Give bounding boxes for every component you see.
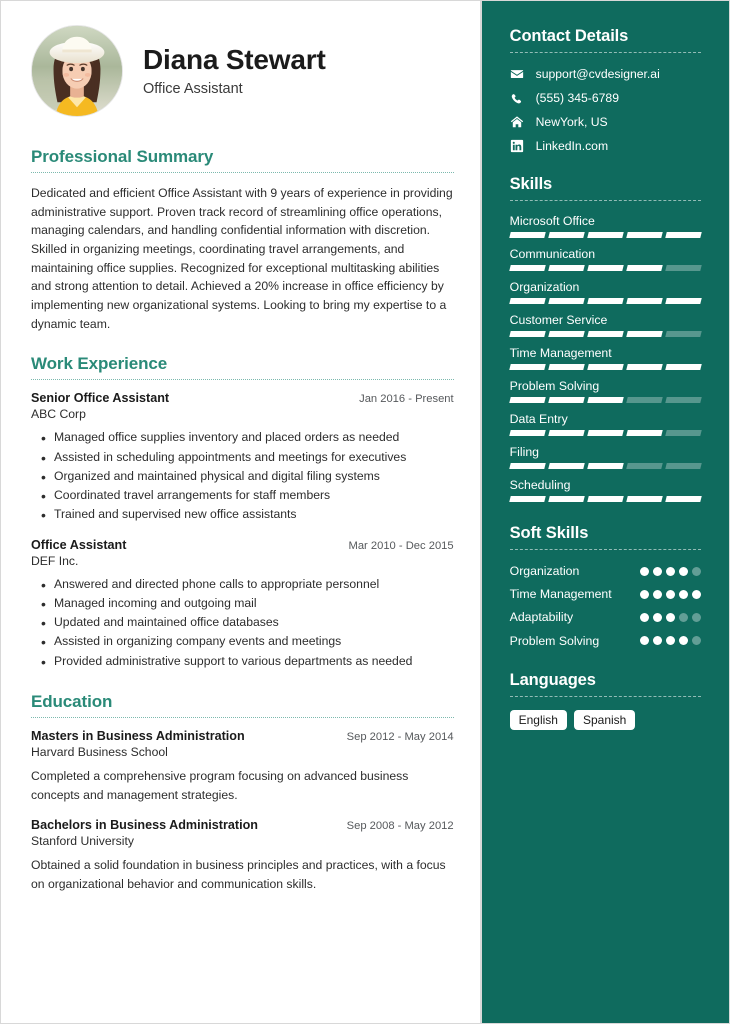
page-title: Diana Stewart xyxy=(143,44,326,76)
home-icon xyxy=(510,114,525,129)
summary-text: Dedicated and efficient Office Assistant with 9 years of experience in providing administrative support. Proven track record of streamlining office operations, managing calendars, and handling confidential information with discretion. Skilled in organizing meetings, coordinating travel arrangements, and maintaining office supplies. Recognized for exceptional multitasking abilities and strong attention to detail. Achieved a 20% increase in office efficiency by implementing new organizational systems. Looking to bring my expertise to a dynamic team. xyxy=(31,186,453,331)
list-item: • Assisted in organizing company events and meetings xyxy=(31,632,454,651)
section-heading: Work Experience xyxy=(31,354,168,374)
education-date: Sep 2008 - May 2012 xyxy=(346,820,454,833)
sidebar-heading: Languages xyxy=(509,670,596,689)
skill-bar-segment xyxy=(587,298,624,304)
skill-label: Customer Service xyxy=(509,313,608,327)
rating-dot xyxy=(640,567,649,576)
experience-job-title: Senior Office Assistant xyxy=(31,391,170,406)
skill-bar-segment xyxy=(548,298,585,304)
skill-bar-segment xyxy=(509,430,546,436)
skill-bar-segment xyxy=(548,397,585,403)
soft-skill-label: Organization xyxy=(509,564,580,578)
list-item: • Answered and directed phone calls to appropriate personnel xyxy=(31,575,454,594)
skill-bar-segment xyxy=(509,331,546,337)
rating-dot xyxy=(653,613,662,622)
sidebar-section-languages xyxy=(510,671,701,730)
experience-entry-header xyxy=(31,538,454,552)
sidebar-divider xyxy=(510,549,701,550)
soft-skills-list xyxy=(510,563,701,649)
contact-location-text: NewYork, US xyxy=(535,114,608,129)
skill-bar-segment xyxy=(587,232,624,238)
rating-dot xyxy=(653,567,662,576)
rating-dot xyxy=(692,636,701,645)
soft-skill-label: Problem Solving xyxy=(509,633,600,648)
skill-label: Organization xyxy=(509,280,580,294)
contact-item-email[interactable] xyxy=(510,66,701,81)
skill-level-bar xyxy=(510,232,701,238)
skill-bar-segment xyxy=(587,430,624,436)
skill-level-bar xyxy=(510,331,701,337)
skill-bar-segment xyxy=(587,265,624,271)
skill-bar-segment xyxy=(587,331,624,337)
skill-bar-segment xyxy=(665,364,702,370)
skill-bar-segment xyxy=(548,265,585,271)
list-item: • Managed office supplies inventory and placed orders as needed xyxy=(31,428,454,447)
education-entry xyxy=(31,818,454,893)
contact-item-linkedin[interactable] xyxy=(510,138,701,153)
section-education xyxy=(31,692,454,894)
skill-bar-segment xyxy=(509,397,546,403)
skill-bar-segment xyxy=(626,265,663,271)
education-entry-header xyxy=(31,729,454,743)
skill-bar-segment xyxy=(626,430,663,436)
experience-company: DEF Inc. xyxy=(31,553,79,568)
skill-bar-segment xyxy=(509,265,546,271)
rating-dot xyxy=(666,567,675,576)
experience-bullet-list xyxy=(31,575,454,671)
section-professional-summary xyxy=(31,147,454,333)
rating-dot xyxy=(666,636,675,645)
sidebar xyxy=(482,1,729,1023)
skill-bar-segment xyxy=(626,496,663,502)
skill-label: Time Management xyxy=(509,346,612,360)
rating-dot xyxy=(692,590,701,599)
sidebar-divider xyxy=(510,200,701,201)
skill-bar-segment xyxy=(626,397,663,403)
contact-item-phone[interactable] xyxy=(510,90,701,105)
list-item: • Coordinated travel arrangements for staff members xyxy=(31,486,454,505)
skill-label: Data Entry xyxy=(509,412,568,426)
skill-bar-segment xyxy=(587,364,624,370)
rating-dot xyxy=(666,590,675,599)
skill-bar-segment xyxy=(548,430,585,436)
resume-header xyxy=(31,25,454,117)
skill-bar-segment xyxy=(626,331,663,337)
contact-email-text: support@cvdesigner.ai xyxy=(535,66,660,81)
list-item: • Managed incoming and outgoing mail xyxy=(31,594,454,613)
rating-dot xyxy=(692,567,701,576)
skill-item xyxy=(510,346,701,370)
rating-dot xyxy=(640,613,649,622)
skill-item xyxy=(510,313,701,337)
skill-bar-segment xyxy=(548,232,585,238)
sidebar-heading: Contact Details xyxy=(509,27,629,45)
skill-level-bar xyxy=(510,397,701,403)
skill-bar-segment xyxy=(587,496,624,502)
rating-dot xyxy=(640,590,649,599)
skill-bar-segment xyxy=(665,232,702,238)
section-divider xyxy=(31,379,454,380)
skill-item xyxy=(510,247,701,271)
education-entry xyxy=(31,729,454,804)
rating-dot xyxy=(679,613,688,622)
section-divider xyxy=(31,717,454,718)
sidebar-section-contact xyxy=(510,27,701,153)
sidebar-heading: Soft Skills xyxy=(509,524,589,542)
skill-level-bar xyxy=(510,265,701,271)
skill-bar-segment xyxy=(587,397,624,403)
skill-label: Filing xyxy=(509,445,540,459)
education-description: Completed a comprehensive program focusing on advanced business concepts and management strategies. xyxy=(31,768,409,802)
skill-item xyxy=(510,478,701,502)
soft-skill-label: Adaptability xyxy=(509,610,574,625)
education-date: Sep 2012 - May 2014 xyxy=(346,730,454,743)
contact-phone-text: (555) 345-6789 xyxy=(535,90,619,105)
language-badge: English xyxy=(510,710,567,730)
linkedin-icon xyxy=(510,138,525,153)
sidebar-section-soft-skills xyxy=(510,524,701,649)
sidebar-divider xyxy=(510,696,701,697)
contact-item-location[interactable] xyxy=(510,114,701,129)
main-column xyxy=(1,1,482,1023)
sidebar-section-skills xyxy=(510,175,701,502)
skill-bar-segment xyxy=(509,463,546,469)
experience-date: Jan 2016 - Present xyxy=(359,393,454,406)
skill-bar-segment xyxy=(665,397,702,403)
skill-bar-segment xyxy=(665,331,702,337)
skill-bar-segment xyxy=(587,463,624,469)
rating-dot xyxy=(679,567,688,576)
job-role: Office Assistant xyxy=(143,80,243,97)
experience-entry-header xyxy=(31,391,454,405)
rating-dot xyxy=(666,613,675,622)
skill-item xyxy=(510,280,701,304)
skills-list xyxy=(510,214,701,502)
identity-block xyxy=(143,45,326,97)
skill-bar-segment xyxy=(509,496,546,502)
soft-skill-item xyxy=(510,563,701,579)
skill-bar-segment xyxy=(548,331,585,337)
list-item: • Provided administrative support to various departments as needed xyxy=(31,652,454,671)
avatar xyxy=(31,25,123,117)
experience-date: Mar 2010 - Dec 2015 xyxy=(348,539,454,552)
skill-label: Scheduling xyxy=(509,478,571,492)
section-heading: Education xyxy=(31,691,113,711)
sidebar-heading: Skills xyxy=(509,175,553,193)
skill-bar-segment xyxy=(665,265,702,271)
skill-item xyxy=(510,379,701,403)
list-item: • Trained and supervised new office assistants xyxy=(31,505,454,524)
section-divider xyxy=(31,172,454,173)
skill-label: Microsoft Office xyxy=(509,214,595,228)
section-heading: Professional Summary xyxy=(31,147,214,166)
rating-dot xyxy=(692,613,701,622)
list-item: • Assisted in scheduling appointments and meetings for executives xyxy=(31,448,454,467)
language-badge: Spanish xyxy=(574,710,635,730)
section-work-experience xyxy=(31,354,454,671)
soft-skill-label: Time Management xyxy=(509,587,612,602)
experience-entry xyxy=(31,391,454,524)
contact-linkedin-text: LinkedIn.com xyxy=(535,138,609,153)
skill-level-bar xyxy=(510,364,701,370)
skill-item xyxy=(510,412,701,436)
soft-skill-item xyxy=(510,586,701,602)
soft-skill-rating-dots xyxy=(640,636,701,645)
education-description: Obtained a solid foundation in business principles and practices, with a focus on organizational behavior and communication skills. xyxy=(31,858,446,891)
skill-bar-segment xyxy=(548,463,585,469)
skill-bar-segment xyxy=(626,463,663,469)
skill-bar-segment xyxy=(509,298,546,304)
list-item: • Updated and maintained office databases xyxy=(31,613,454,632)
experience-company: ABC Corp xyxy=(31,407,86,422)
skill-bar-segment xyxy=(548,364,585,370)
skill-item xyxy=(510,214,701,238)
skill-bar-segment xyxy=(509,232,546,238)
rating-dot xyxy=(653,590,662,599)
skill-bar-segment xyxy=(509,364,546,370)
education-entry-header xyxy=(31,818,454,832)
skill-level-bar xyxy=(510,430,701,436)
soft-skill-item xyxy=(510,609,701,625)
skill-bar-segment xyxy=(665,496,702,502)
education-degree: Masters in Business Administration xyxy=(31,728,245,743)
education-school: Harvard Business School xyxy=(31,744,168,759)
envelope-icon xyxy=(510,66,525,81)
skill-bar-segment xyxy=(626,232,663,238)
education-degree: Bachelors in Business Administration xyxy=(31,818,258,833)
skill-bar-segment xyxy=(665,463,702,469)
skill-label: Communication xyxy=(509,247,596,261)
skill-bar-segment xyxy=(626,298,663,304)
rating-dot xyxy=(679,590,688,599)
soft-skill-item xyxy=(510,633,701,649)
skill-bar-segment xyxy=(665,298,702,304)
education-school: Stanford University xyxy=(31,834,134,849)
sidebar-divider xyxy=(510,52,701,53)
list-item: • Organized and maintained physical and digital filing systems xyxy=(31,467,454,486)
skill-level-bar xyxy=(510,298,701,304)
phone-icon xyxy=(510,90,525,105)
skill-level-bar xyxy=(510,496,701,502)
soft-skill-rating-dots xyxy=(640,613,701,622)
rating-dot xyxy=(640,636,649,645)
experience-job-title: Office Assistant xyxy=(31,537,127,552)
skill-item xyxy=(510,445,701,469)
experience-entry xyxy=(31,538,454,671)
soft-skill-rating-dots xyxy=(640,590,701,599)
skill-label: Problem Solving xyxy=(509,379,600,393)
skill-bar-segment xyxy=(626,364,663,370)
soft-skill-rating-dots xyxy=(640,567,701,576)
skill-bar-segment xyxy=(548,496,585,502)
experience-bullet-list xyxy=(31,428,454,524)
language-badge-list xyxy=(510,710,701,730)
skill-bar-segment xyxy=(665,430,702,436)
skill-level-bar xyxy=(510,463,701,469)
rating-dot xyxy=(653,636,662,645)
rating-dot xyxy=(679,636,688,645)
